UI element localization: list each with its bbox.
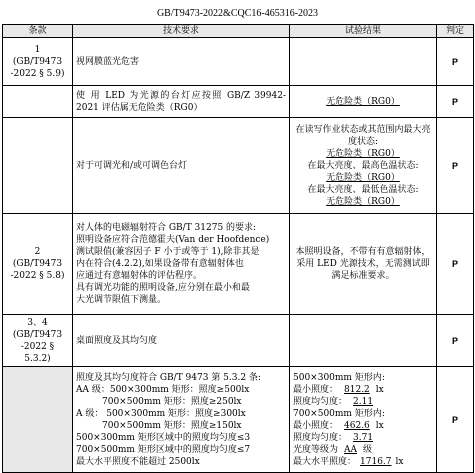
result-value: 无危险类（RG0）	[326, 96, 400, 107]
clause-line: (GB/T9473	[12, 259, 63, 269]
result-line	[293, 456, 433, 468]
result-value: 无危险类（RG0）	[326, 172, 400, 183]
requirement-cell: 视网膜蓝光危害	[73, 38, 290, 86]
clause-cell	[3, 118, 73, 214]
result-unit: lx	[375, 420, 384, 431]
clause-line: 2	[34, 247, 41, 257]
verdict-cell: P	[437, 118, 474, 214]
table-row	[3, 118, 474, 214]
header-result: 试验结果	[290, 25, 437, 38]
test-results-table	[2, 24, 474, 473]
clause-line: (GB/T9473	[12, 56, 63, 67]
result-line: 在最大亮度、最高色温状态:	[307, 160, 419, 171]
result-label: 最大水平照度：	[293, 456, 357, 467]
requirement-line: 700×500mm 矩形：照度≥250lx	[102, 396, 242, 407]
result-cell	[290, 367, 437, 473]
result-cell	[290, 86, 437, 118]
table-row	[3, 214, 474, 315]
header-clause: 条款	[3, 25, 73, 38]
requirement-line: 照明设备应符合范德霍夫(Van der Hoofdence)	[76, 235, 270, 245]
result-label: 最小照度：	[293, 384, 339, 395]
result-value: 1716.7	[360, 456, 392, 467]
result-value: AA	[344, 444, 358, 455]
result-label: 光度等级为	[293, 444, 339, 455]
result-line	[293, 432, 433, 444]
result-value: 3.71	[353, 432, 374, 443]
requirement-line: 500×300mm 矩形区域中的照度均匀度≤3	[76, 432, 251, 443]
result-value: 462.6	[344, 420, 370, 431]
result-cell	[290, 118, 437, 214]
requirement-cell	[73, 214, 290, 315]
requirement-line: AA 级：500×300mm 矩形：照度≥500lx	[76, 384, 250, 395]
verdict-cell: P	[437, 214, 474, 315]
requirement-line: 照度及其均匀度符合 GB/T 9473 第 5.3.2 条:	[76, 372, 261, 383]
verdict-cell: P	[437, 315, 474, 367]
result-line: 在最大亮度、最低色温状态:	[307, 184, 419, 195]
result-label: 最小照度：	[293, 420, 339, 431]
result-line	[293, 396, 433, 408]
result-unit: lx	[375, 384, 384, 395]
requirement-cell: 使 用 LED 为光源的台灯应按照 GB/Z 39942-2021 评估属无危险类（RG0）	[73, 86, 290, 118]
clause-cell	[3, 315, 73, 367]
result-value: 812.2	[344, 384, 370, 395]
requirement-line: 对人体的电磁辐射符合 GB/T 31275 的要求:	[76, 223, 257, 233]
header-requirement: 技术要求	[73, 25, 290, 38]
requirement-line: 测试限值(兼容因子 F 小于或等于 1),除非其是	[76, 247, 260, 257]
result-unit: 级	[363, 444, 373, 455]
table-header-row	[3, 25, 474, 38]
requirement-line: 具有调光功能的照明设备,应分别在最小和最	[76, 283, 250, 293]
result-label: 500×300mm 矩形内:	[293, 372, 385, 383]
verdict-cell: P	[437, 367, 474, 473]
clause-cell	[3, 86, 73, 118]
result-line	[293, 372, 433, 384]
clause-line: -2022 § 5.8)	[10, 271, 65, 281]
table-row	[3, 38, 474, 86]
result-line	[293, 420, 433, 432]
clause-line: 3、4	[27, 317, 48, 328]
verdict-cell: P	[437, 86, 474, 118]
clause-line: -2022 § 5.9)	[10, 68, 65, 79]
clause-cell	[3, 367, 73, 473]
result-label: 照度均匀度：	[293, 396, 348, 407]
document-title: GB/T9473-2022&CQC16-465316-2023	[156, 8, 319, 19]
result-label: 照度均匀度：	[293, 432, 348, 443]
result-cell	[290, 38, 437, 86]
clause-line: -2022 §	[20, 341, 55, 352]
requirement-cell: 桌面照度及其均匀度	[73, 315, 290, 367]
result-line	[293, 444, 433, 456]
clause-cell	[3, 38, 73, 86]
requirement-line: A 级： 500×300mm 矩形：照度≥300lx	[76, 408, 246, 419]
result-unit: lx	[395, 456, 404, 467]
requirement-cell: 对于可调光和/或可调色台灯	[73, 118, 290, 214]
result-label: 700×500mm 矩形内:	[293, 408, 385, 419]
requirement-line: 应通过有意辐射体的评估程序。	[76, 271, 203, 281]
result-value: 2.11	[353, 396, 374, 407]
result-cell: 本照明设备，不带有有意辐射体，采用 LED 光源技术，无需测试即满足标准要求。	[290, 214, 437, 315]
requirement-line: 700×500mm 矩形：照度≥150lx	[102, 420, 242, 431]
table-row	[3, 367, 474, 473]
clause-line: (GB/T9473	[12, 329, 63, 340]
header-verdict: 判定	[437, 25, 474, 38]
verdict-cell: P	[437, 38, 474, 86]
table-row	[3, 315, 474, 367]
requirement-cell	[73, 367, 290, 473]
requirement-line: 700×500mm 矩形区域中的照度均匀度≤7	[76, 444, 251, 455]
requirement-line: 最大水平照度不能超过 2500lx	[76, 456, 200, 467]
clause-cell	[3, 214, 73, 315]
requirement-line: 内在符合(4.2.2),如果设备带有意辐射体也	[76, 259, 244, 269]
result-line	[293, 384, 433, 396]
clause-line: 1	[34, 44, 41, 55]
result-value: 无危险类（RG0）	[326, 148, 400, 159]
clause-line: 5.3.2)	[24, 353, 51, 364]
result-line	[293, 408, 433, 420]
result-line: 在读写作业状态或其范围内最大亮度状态:	[295, 124, 431, 147]
requirement-line: 大光调节限值下测量。	[76, 295, 167, 305]
table-row	[3, 86, 474, 118]
result-cell	[290, 315, 437, 367]
result-value: 无危险类（RG0）	[326, 196, 400, 207]
